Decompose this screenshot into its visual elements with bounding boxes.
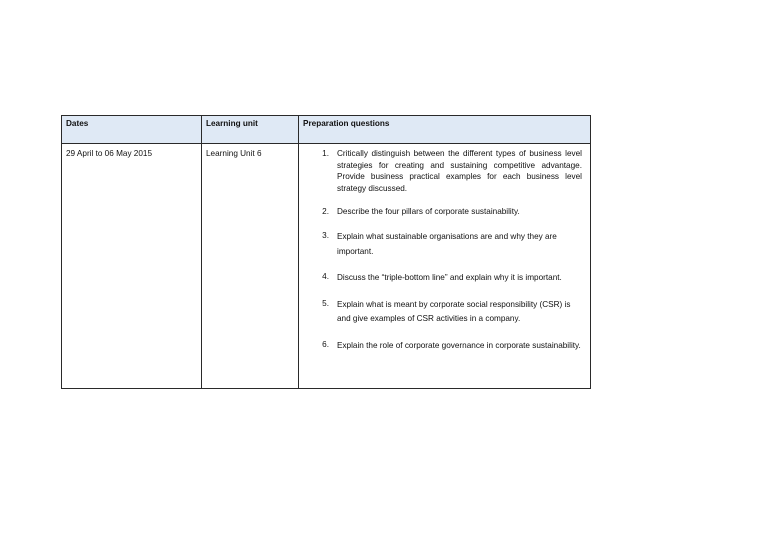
question-number: 5.	[322, 298, 329, 308]
question-number: 4.	[322, 272, 329, 281]
question-number: 3.	[322, 231, 329, 240]
question-item	[303, 298, 582, 327]
question-item	[303, 206, 582, 218]
question-item	[303, 230, 582, 259]
question-text: Describe the four pillars of corporate sustainability.	[337, 207, 520, 216]
header-preparation-questions: Preparation questions	[299, 116, 591, 144]
cell-questions	[299, 144, 591, 389]
preparation-table	[61, 115, 591, 389]
question-number: 6.	[322, 339, 329, 349]
header-learning-unit: Learning unit	[202, 116, 299, 144]
cell-learning-unit: Learning Unit 6	[202, 144, 299, 389]
question-item	[303, 148, 582, 194]
question-number: 1.	[322, 149, 329, 158]
question-text: Explain what sustainable organisations are and why they are important.	[337, 232, 557, 256]
question-item	[303, 271, 582, 286]
question-text: Critically distinguish between the different types of business level strategies for creating and sustaining competitive advantage. Provide business practical examples for each business level strategy discussed.	[337, 149, 582, 193]
header-row	[62, 116, 591, 144]
question-list	[303, 148, 586, 353]
question-text: Explain the role of corporate governance in corporate sustainability.	[337, 340, 581, 350]
question-text: Explain what is meant by corporate social responsibility (CSR) is and give examples of CSR activities in a company.	[337, 299, 571, 323]
cell-dates: 29 April to 06 May 2015	[62, 144, 202, 389]
header-dates: Dates	[62, 116, 202, 144]
table-row	[62, 144, 591, 389]
question-number: 2.	[322, 207, 329, 216]
question-text: Discuss the “triple-bottom line” and explain why it is important.	[337, 273, 562, 282]
question-item	[303, 339, 582, 354]
